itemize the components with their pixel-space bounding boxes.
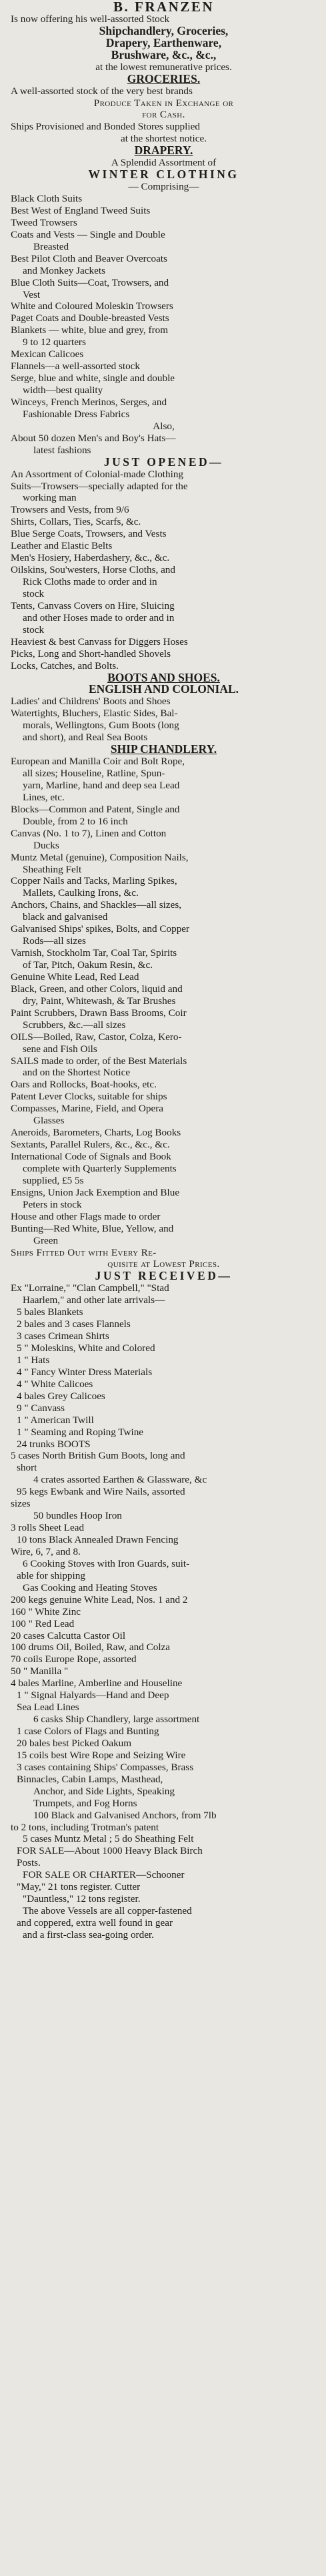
cargo-item-continued: 50 bundles Hoop Iron [33,1510,122,1522]
cargo-item: 10 tons Black Annealed Drawn Fencing [17,1534,179,1545]
list-item: Tweed Trowsers [11,216,77,228]
list-item: Shirts, Collars, Ties, Scarfs, &c. [11,516,141,528]
text-line: Also, [153,420,175,432]
merchant-name: B. FRANZEN [113,1,214,13]
list-item: OILS—Boiled, Raw, Castor, Colza, Kero- [11,1031,182,1043]
list-item-continued: Vest [23,288,41,300]
list-item-continued: Green [33,1234,59,1246]
list-item-continued: yarn, Marline, hand and deep sea Lead [23,779,180,791]
list-item-continued: Ducks [33,839,59,851]
list-item: Blankets — white, blue and grey, from [11,324,169,336]
subheading: ENGLISH AND COLONIAL. [88,684,239,696]
list-item: House and other Flags made to order [11,1210,161,1222]
list-item-continued: all sizes; Houseline, Ratline, Spun- [23,768,165,779]
list-item: Muntz Metal (genuine), Composition Nails, [11,851,189,863]
cargo-item: Sea Lead Lines [17,1702,79,1714]
list-item: Leather and Elastic Belts [11,540,113,552]
list-item-continued: morals, Wellingtons, Gum Boots (long [23,720,179,732]
section-heading-boots: BOOTS AND SHOES. [107,672,220,684]
small-caps-line: for Cash. [142,109,185,121]
list-item-continued: black and galvanised [23,911,108,923]
text-line: A well-assorted stock of the very best brands [11,85,193,97]
list-item-continued: and short), and Real Sea Boots [23,732,148,744]
list-item-continued: and Monkey Jackets [23,264,105,276]
cargo-item: 160 " White Zinc [11,1605,81,1617]
cargo-item: 3 rolls Sheet Lead [11,1522,85,1534]
list-item: Blocks—Common and Patent, Single and [11,803,180,815]
cargo-item: 200 kegs genuine White Lead, Nos. 1 and 2 [11,1593,188,1605]
list-item: Blue Serge Coats, Trowsers, and Vests [11,528,167,540]
list-item: Patent Lever Clocks, suitable for ships [11,1091,167,1103]
list-item-continued: Fashionable Dress Fabrics [23,408,130,420]
list-item-continued: dry, Paint, Whitewash, & Tar Brushes [23,995,176,1007]
list-item-continued: Double, from 2 to 16 inch [23,815,128,827]
cargo-item: 5 bales Blankets [17,1306,83,1318]
for-sale-notice-continued: FOR SALE OR CHARTER—Schooner [23,1869,185,1881]
list-item-continued: Scrubbers, &c.—all sizes [23,1019,126,1031]
list-item: Paget Coats and Double-breasted Vests [11,312,169,324]
cargo-item: 4 bales Grey Calicoes [17,1390,105,1402]
text-line: at the shortest notice. [120,133,207,145]
list-item: Coats and Vests — Single and Double [11,228,165,240]
list-item-continued: supplied, £5 5s [23,1174,84,1186]
cargo-item: Binnacles, Cabin Lamps, Masthead, [17,1773,163,1785]
cargo-item: FOR SALE—About 1000 Heavy Black Birch [17,1845,203,1857]
charter-notice-continued: and a first-class sea-going order. [23,1928,154,1941]
cargo-item: Wire, 6, 7, and 8. [11,1545,81,1557]
cargo-item: 3 cases Crimean Shirts [17,1330,109,1342]
list-item: Compasses, Marine, Field, and Opera [11,1103,164,1115]
list-item: Ensigns, Union Jack Exemption and Blue [11,1186,180,1198]
small-caps-line: Produce Taken in Exchange or [93,97,234,109]
cargo-item: 9 " Canvass [17,1402,65,1414]
intro-line: at the lowest remunerative prices. [95,61,232,73]
small-caps-line: Ships Fitted Out with Every Re- [11,1246,157,1258]
list-item: White and Coloured Moleskin Trowsers [11,300,173,312]
charter-notice-continued [11,1941,317,1953]
list-item: Locks, Catches, and Bolts. [11,660,119,672]
cargo-item: 1 " American Twill [17,1414,94,1426]
list-item: Oars and Rollocks, Boat-hooks, etc. [11,1079,157,1091]
cargo-item: 5 " Moleskins, White and Colored [17,1342,155,1354]
list-item-continued: Breasted [33,240,69,252]
list-item: Aneroids, Barometers, Charts, Log Books [11,1127,181,1139]
cargo-item: 1 " Signal Halyards—Hand and Deep [17,1690,169,1702]
list-item: Copper Nails and Tacks, Marling Spikes, [11,875,177,887]
list-item-continued: Lines, etc. [23,791,65,803]
list-item: Men's Hosiery, Haberdashery, &c., &c. [11,552,170,564]
cargo-item: 95 kegs Ewbank and Wire Nails, assorted [17,1486,185,1498]
cargo-item: sizes [11,1498,31,1510]
section-heading-drapery: DRAPERY. [134,145,193,158]
cargo-item: 1 " Hats [17,1354,50,1366]
list-item-continued: stock [23,623,45,635]
cargo-item-continued: Trumpets, and Fog Horns [33,1797,137,1809]
cargo-item: 1 case Colors of Flags and Bunting [17,1726,159,1737]
cargo-item: 15 coils best Wire Rope and Seizing Wire [17,1749,186,1761]
list-item-continued: and other Hoses made to order and in [23,611,175,623]
cargo-item: 20 bales best Picked Oakum [17,1737,132,1749]
cargo-item-continued: 100 Black and Galvanised Anchors, from 7lb [33,1809,217,1821]
list-item: Heaviest & best Canvass for Diggers Hoses [11,635,188,648]
cargo-item: short [17,1462,37,1474]
charter-notice-continued: "Dauntless," 12 tons register. [23,1893,141,1905]
cargo-item-continued: Gas Cooking and Heating Stoves [23,1581,157,1593]
cargo-item: 70 coils Europe Rope, assorted [11,1653,137,1665]
for-sale-notice: Posts. [17,1857,41,1869]
cargo-item: 50 " Manilla " [11,1665,69,1678]
list-item: SAILS made to order, of the Best Materials [11,1055,187,1067]
list-item: Black Cloth Suits [11,193,83,204]
list-item: Flannels—a well-assorted stock [11,360,141,372]
list-item: Ladies' and Childrens' Boots and Shoes [11,696,171,708]
cargo-item: 100 " Red Lead [11,1617,75,1629]
cargo-item-continued: 6 Cooking Stoves with Iron Guards, suit- [23,1557,190,1569]
subheading: JUST OPENED— [103,456,224,469]
list-item-continued: and on the Shortest Notice [23,1067,131,1079]
list-item: Varnish, Stockholm Tar, Coal Tar, Spirits [11,947,177,959]
cargo-item: 4 bales Marline, Amberline and Houseline [11,1678,183,1690]
list-item-continued: complete with Quarterly Supplements [23,1162,177,1174]
list-item: Trowsers and Vests, from 9/6 [11,504,129,516]
list-item: Best West of England Tweed Suits [11,204,151,216]
list-item: Winceys, French Merinos, Serges, and [11,396,167,408]
list-item: Tents, Canvass Covers on Hire, Sluicing [11,599,175,611]
charter-notice-continued: The above Vessels are all copper-fastened [23,1905,192,1917]
list-item: Genuine White Lead, Red Lead [11,971,139,983]
cargo-item-continued: 5 cases Muntz Metal ; 5 do Sheathing Felt [23,1833,194,1845]
cargo-item: 5 cases North British Gum Boots, long and [11,1450,185,1462]
list-item-continued: of Tar, Pitch, Oakum Resin, &c. [23,959,153,971]
list-item: Oilskins, Sou'westers, Horse Cloths, and [11,564,175,576]
list-item: European and Manilla Coir and Bolt Rope, [11,756,185,768]
cargo-item: 100 drums Oil, Boiled, Raw, and Colza [11,1641,171,1653]
list-item: Watertights, Bluchers, Elastic Sides, Bal- [11,708,178,720]
headline: Shipchandlery, Groceries, [99,25,229,37]
list-item: Bunting—Red White, Blue, Yellow, and [11,1222,174,1234]
list-item: Canvas (No. 1 to 7), Linen and Cotton [11,827,167,839]
text-line: Ships Provisioned and Bonded Stores supplied [11,121,200,133]
list-item-continued: latest fashions [33,444,91,456]
cargo-item: 4 " White Calicoes [17,1378,93,1390]
list-item-continued: width—best quality [23,384,103,396]
cargo-item: 3 cases containing Ships' Compasses, Brass [17,1761,194,1773]
list-item-continued: sene and Fish Oils [23,1043,97,1055]
list-item-continued: Mallets, Caulking Irons, &c. [23,887,139,899]
list-item: Galvanised Ships' spikes, Bolts, and Copper [11,923,190,935]
list-item: Serge, blue and white, single and double [11,372,175,384]
list-item: Ex "Lorraine," "Clan Campbell," "Stad [11,1282,169,1294]
text-line: — Comprising— [128,181,199,193]
headline: Brushware, &c., &c., [111,49,217,61]
list-item: Black, Green, and other Colors, liquid and [11,983,183,995]
intro-line: Is now offering his well-assorted Stock [11,13,170,25]
list-item: An Assortment of Colonial-made Clothing [11,468,184,480]
section-heading-groceries: GROCERIES. [127,73,201,85]
list-item: Suits—Trowsers—specially adapted for the [11,480,188,492]
list-item: Anchors, Chains, and Shackles—all sizes, [11,899,182,911]
cargo-item: able for shipping [17,1569,85,1581]
list-item-continued: Haarlem," and other late arrivals— [23,1294,165,1306]
charter-notice: "May," 21 tons register. Cutter [17,1881,141,1893]
list-item-continued: Rods—all sizes [23,935,86,947]
list-item: International Code of Signals and Book [11,1151,171,1162]
cargo-item: to 2 tons, including Trotman's patent [11,1821,159,1833]
list-item-continued: stock [23,587,45,599]
cargo-item: 24 trunks BOOTS [17,1438,91,1450]
list-item: Blue Cloth Suits—Coat, Trowsers, and [11,276,169,288]
subheading: JUST RECEIVED— [95,1270,233,1283]
list-item: Sextants, Parallel Rulers, &c., &c., &c. [11,1139,170,1151]
small-caps-line: quisite at Lowest Prices. [107,1258,220,1270]
cargo-item: 1 " Seaming and Roping Twine [17,1426,144,1438]
list-item-continued: Sheathing Felt [23,863,82,875]
list-item-continued: Peters in stock [23,1198,82,1210]
list-item: Mexican Calicoes [11,348,84,360]
list-item: Picks, Long and Short-handled Shovels [11,648,171,660]
list-item-continued: working man [23,492,77,504]
cargo-item: 4 " Fancy Winter Dress Materials [17,1366,153,1378]
section-heading-chandlery: SHIP CHANDLERY. [110,744,217,756]
list-item: Paint Scrubbers, Drawn Bass Brooms, Coir [11,1007,187,1019]
cargo-item: 2 bales and 3 cases Flannels [17,1318,131,1330]
list-item-continued: Rick Cloths made to order and in [23,576,157,587]
list-item: About 50 dozen Men's and Boy's Hats— [11,432,176,444]
text-line: A Splendid Assortment of [111,157,217,169]
subheading: WINTER CLOTHING [88,169,239,182]
cargo-item-continued: 6 casks Ship Chandlery, large assortment [33,1714,200,1726]
charter-notice-continued: and coppered, extra well found in gear [17,1917,173,1928]
cargo-item: 20 cases Calcutta Castor Oil [11,1629,126,1641]
cargo-item-continued: 4 crates assorted Earthen & Glassware, &c [33,1474,207,1486]
list-item: Best Pilot Cloth and Beaver Overcoats [11,252,167,264]
cargo-item-continued: Anchor, and Side Lights, Speaking [33,1785,175,1797]
list-item-continued: 9 to 12 quarters [23,336,86,348]
list-item-continued: Glasses [33,1115,65,1127]
headline: Drapery, Earthenware, [105,37,222,49]
